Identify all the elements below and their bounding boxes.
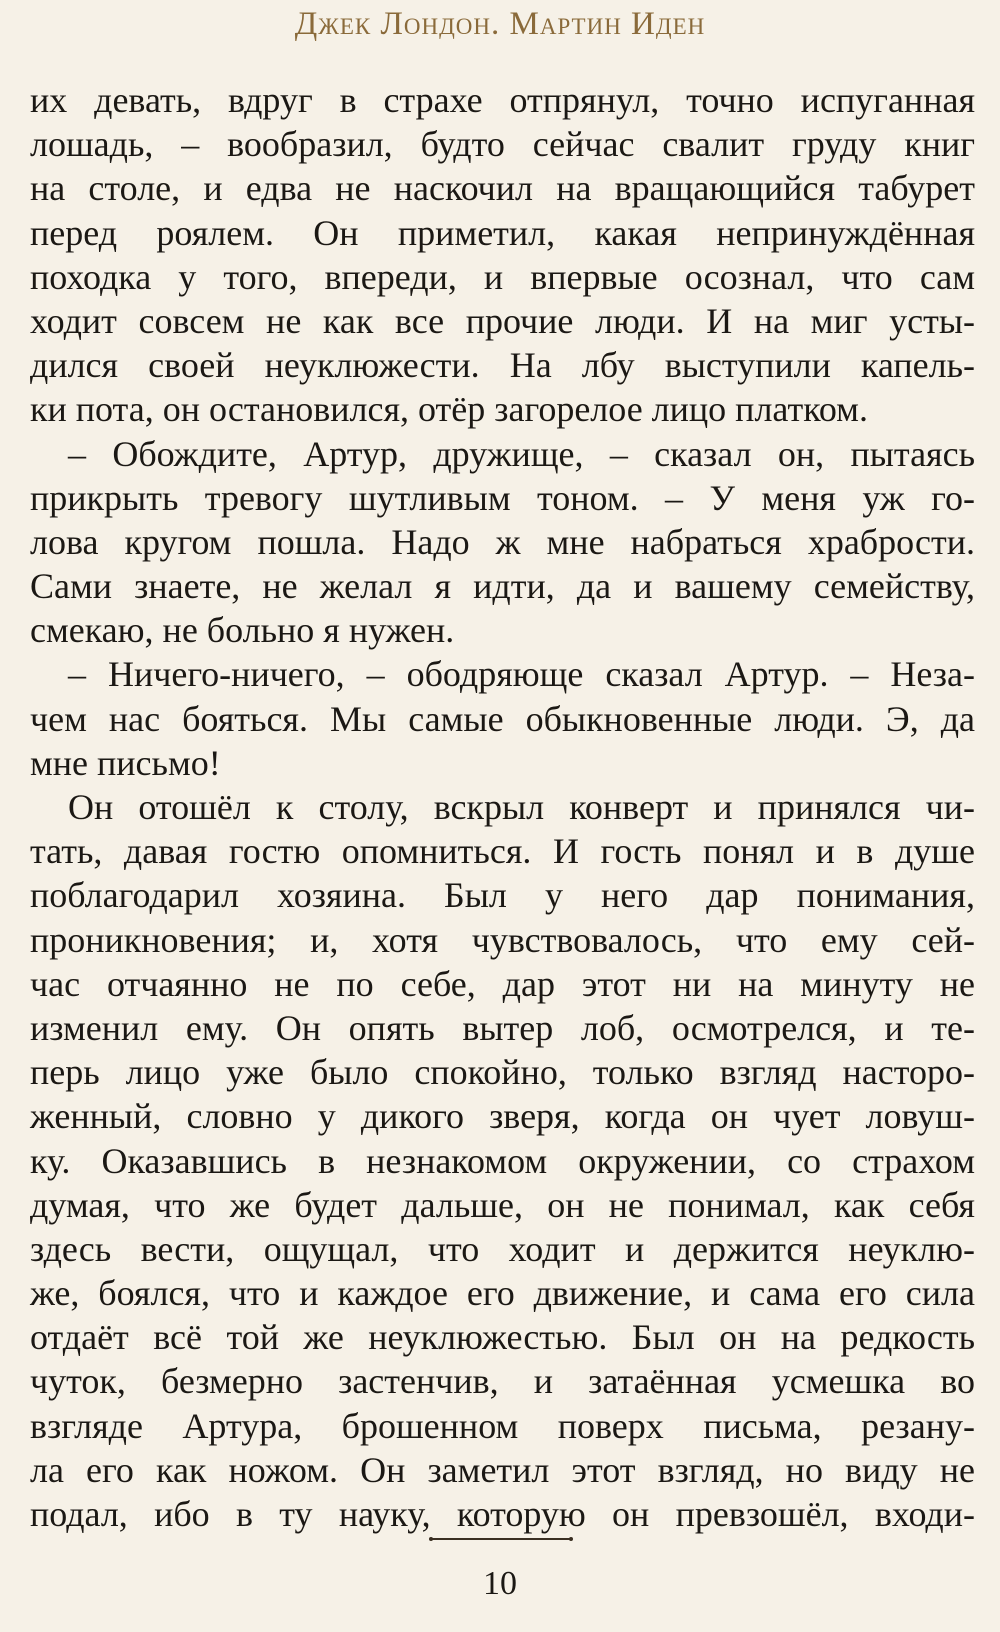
text-line: ла его как ножом. Он заметил этот взгляд, но виду не bbox=[30, 1449, 975, 1490]
footer-ornament-rule bbox=[432, 1538, 570, 1540]
text-line: изменил ему. Он опять вытер лоб, осмотрелся, и те- bbox=[30, 1007, 975, 1048]
text-line: на столе, и едва не наскочил на вращающийся табурет bbox=[30, 168, 975, 209]
text-line: ходит совсем не как все прочие люди. И на миг усты- bbox=[30, 300, 975, 341]
text-line: ку. Оказавшись в незнакомом окружении, со страхом bbox=[30, 1140, 975, 1181]
text-line: прикрыть тревогу шутливым тоном. – У меня уж го- bbox=[30, 477, 975, 518]
text-line: ки пота, он остановился, отёр загорелое лицо платком. bbox=[30, 389, 868, 430]
text-line: смекаю, не больно я нужен. bbox=[30, 610, 455, 651]
text-line: – Обождите, Артур, дружище, – сказал он, пытаясь bbox=[68, 433, 975, 474]
text-line: отдаёт всё той же неуклюжестью. Был он на редкость bbox=[30, 1317, 975, 1358]
text-line: проникновения; и, хотя чувствовалось, что ему сей- bbox=[30, 919, 975, 960]
text-line: здесь вести, ощущал, что ходит и держится неуклю- bbox=[30, 1228, 975, 1269]
text-line: Сами знаете, не желал я идти, да и вашему семейству, bbox=[30, 566, 975, 607]
text-line: чем нас бояться. Мы самые обыкновенные люди. Э, да bbox=[30, 698, 975, 739]
text-line: их девать, вдруг в страхе отпрянул, точно испуганная bbox=[30, 80, 975, 120]
text-line: думая, что же будет дальше, он не понимал, как себя bbox=[30, 1184, 975, 1225]
text-line: тать, давая гостю опомниться. И гость понял и в душе bbox=[30, 831, 975, 872]
page-number: 10 bbox=[483, 1565, 517, 1602]
text-line: перед роялем. Он приметил, какая непринуждённая bbox=[30, 212, 975, 253]
text-line: подал, ибо в ту науку, которую он превзошёл, входи- bbox=[30, 1494, 975, 1534]
text-line: мне письмо! bbox=[30, 742, 221, 783]
text-line: лова кругом пошла. Надо ж мне набраться храбрости. bbox=[30, 521, 975, 562]
text-line: Он отошёл к столу, вскрыл конверт и принялся чи- bbox=[68, 787, 975, 827]
body-text bbox=[30, 78, 975, 1536]
text-line: женный, словно у дикого зверя, когда он чует ловуш- bbox=[30, 1096, 975, 1137]
text-line: взгляде Артура, брошенном поверх письма, резану- bbox=[30, 1405, 975, 1446]
text-line: поблагодарил хозяина. Был у него дар понимания, bbox=[30, 875, 975, 916]
text-line: перь лицо уже было спокойно, только взгляд настоpo- bbox=[30, 1052, 975, 1093]
text-line: чуток, безмерно застенчив, и затаённая усмешка во bbox=[30, 1361, 975, 1402]
text-line: же, боялся, что и каждое его движение, и сама его сила bbox=[30, 1273, 975, 1314]
text-line: лошадь, – вообразил, будто сейчас свалит груду книг bbox=[30, 124, 975, 165]
text-line: – Ничего-ничего, – ободряюще сказал Артур. – Неза- bbox=[68, 654, 975, 695]
text-line: походка у того, впереди, и впервые осознал, что сам bbox=[30, 256, 975, 297]
text-line: час отчаянно не по себе, дар этот ни на минуту не bbox=[30, 963, 975, 1004]
running-head: Джек Лондон. Мартин Иден bbox=[294, 6, 706, 42]
text-line: дился своей неуклюжести. На лбу выступили капель- bbox=[30, 345, 975, 386]
